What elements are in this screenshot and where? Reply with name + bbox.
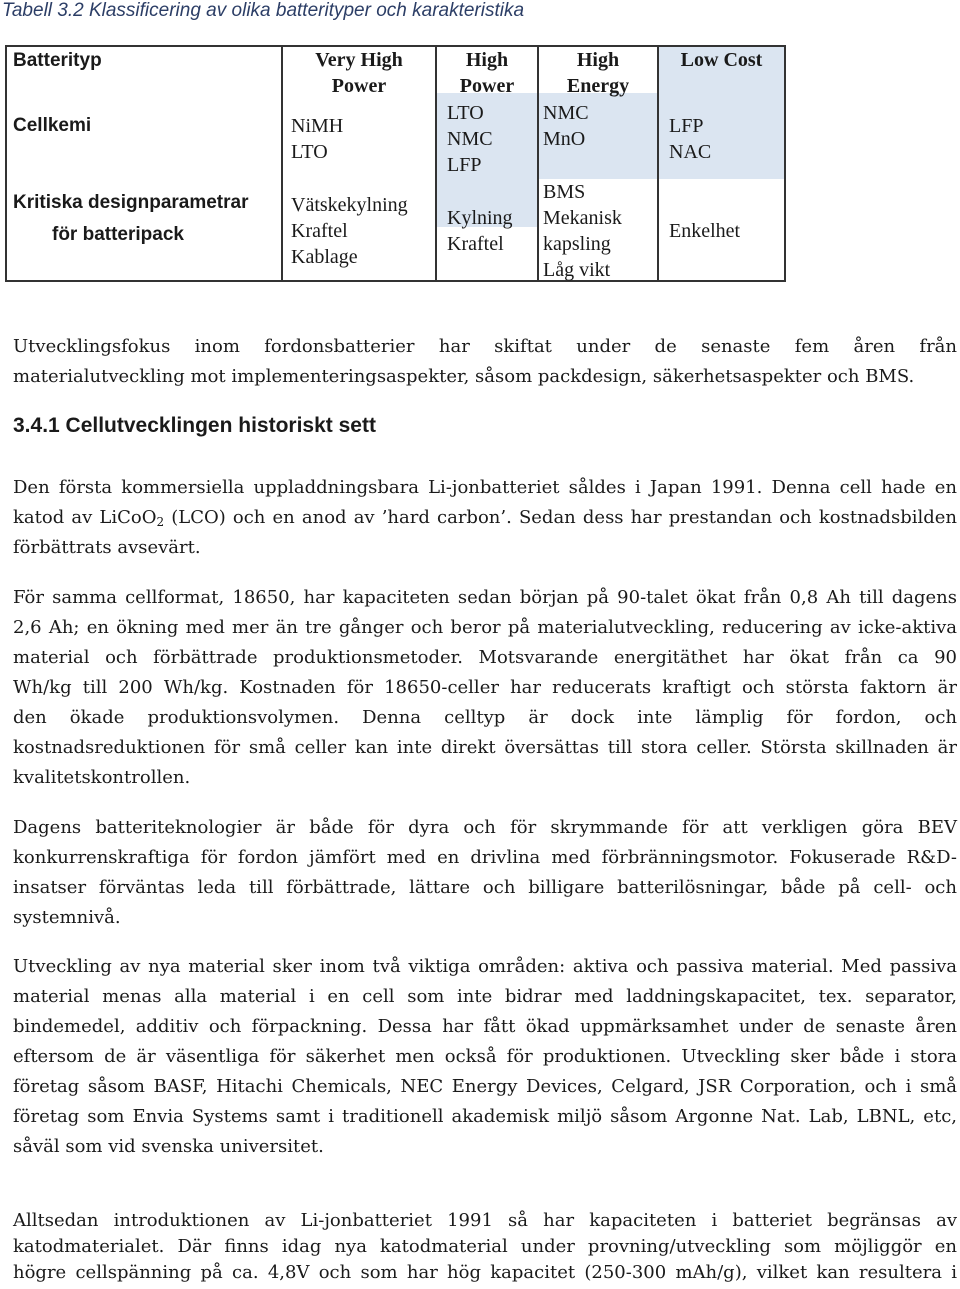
battery-classification-table: [5, 45, 786, 282]
cellkemi-low-cost: LFP NAC: [669, 115, 712, 163]
paragraph-cellformat: För samma cellformat, 18650, har kapaciteten sedan början på 90-talet ökat från 0,8 Ah till dagens 2,6 Ah; en ökning med mer än tre gånger och beror på materialutveckling, reducering av icke-aktiva material och förbättrade produktionsmetoder. Motsvarande energitäthet har ökat från ca 90 Wh/kg till 200 Wh/kg. Kostnaden för 18650-celler har reducerats kraftigt och största faktorn är den ökade produktionsvolymen. Denna celltyp är dock inte lämplig för fordon, och kostnadsreduktionen för små celler kan inte direkt översättas till stora celler. Största skillnaden är kvalitetskontrollen.: [13, 587, 957, 788]
cellkemi-high-power: LTO NMC LFP: [447, 102, 493, 176]
param-high-energy: BMS Mekanisk kapsling Låg vikt: [543, 181, 622, 281]
param-low-cost: Enkelhet: [669, 220, 741, 242]
header-low-cost: Low Cost: [680, 49, 763, 71]
paragraph-forsta-kommersiella: Den första kommersiella uppladdningsbara Li-jonbatteriet såldes i Japan 1991. Denna cell hade en katod av LiCoO$_2$ (LCO) och en anod av ’hard carbon’. Sedan dess har prestandan och kostnadsbilden förbättrats avsevärt.: [13, 477, 957, 558]
table-divider-4: [657, 45, 659, 282]
row-label-cellkemi: Cellkemi: [13, 115, 92, 136]
cellkemi-high-energy: NMC MnO: [543, 102, 589, 150]
header-very-high-power: Very High Power: [315, 49, 403, 97]
paragraph-dagens-batteriteknologier: Dagens batteriteknologier är både för dyra och för skrymmande för att verkligen göra BEV konkurrenskraftiga för fordon jämfört med en drivlina med förbränningsmotor. Fokuserade R&D- insatser förväntas leda till förbättrade, lättare och billigare batterilösningar, både på cell- och systemnivå.: [13, 817, 957, 928]
param-very-high-power: Vätskekylning Kraftel Kablage: [291, 194, 408, 268]
paragraph-alltsedan: Alltsedan introduktionen av Li-jonbatteriet 1991 så har kapaciteten i batteriet begränsas av katodmaterialet. Där finns idag nya katodmaterial under provning/utveckling som möjliggör en högre cellspänning på ca. 4,8V och som har hög kapacitet (250-300 mAh/g), vilket kan resultera i: [13, 1210, 957, 1283]
section-heading: 3.4.1 Cellutvecklingen historiskt sett: [13, 414, 376, 437]
cellkemi-very-high-power: NiMH LTO: [291, 115, 344, 163]
row-label-batterityp: Batterityp: [13, 50, 102, 71]
table-caption: Tabell 3.2 Klassificering av olika batterityper och karakteristika: [2, 0, 525, 21]
row-label-kritiska: Kritiska designparametrar för batteripack: [13, 192, 249, 245]
paragraph-utvecklingsfokus: Utvecklingsfokus inom fordonsbatterier har skiftat under de senaste fem åren från materialutveckling mot implementeringsaspekter, såsom packdesign, säkerhetsaspekter och BMS.: [13, 336, 957, 387]
param-high-power: Kylning Kraftel: [447, 207, 513, 255]
paragraph-nya-material: Utveckling av nya material sker inom två viktiga områden: aktiva och passiva material. Med passiva material menas alla material i en cell som inte bidrar med laddningskapacitet, tex. separator, bindemedel, additiv och förpackning. Dessa har fått ökad uppmärksamhet under de senaste åren eftersom de är väsentliga för säkerhet men också för produktionen. Utveckling sker både i stora företag såsom BASF, Hitachi Chemicals, NEC Energy Devices, Celgard, JSR Corporation, och i små företag som Envia Systems samt i traditionell akademisk miljö såsom Argonne Nat. Lab, LBNL, etc, såväl som vid svenska universitet.: [13, 956, 957, 1157]
header-high-power: High Power: [459, 49, 515, 97]
header-high-energy: High Energy: [566, 49, 630, 97]
